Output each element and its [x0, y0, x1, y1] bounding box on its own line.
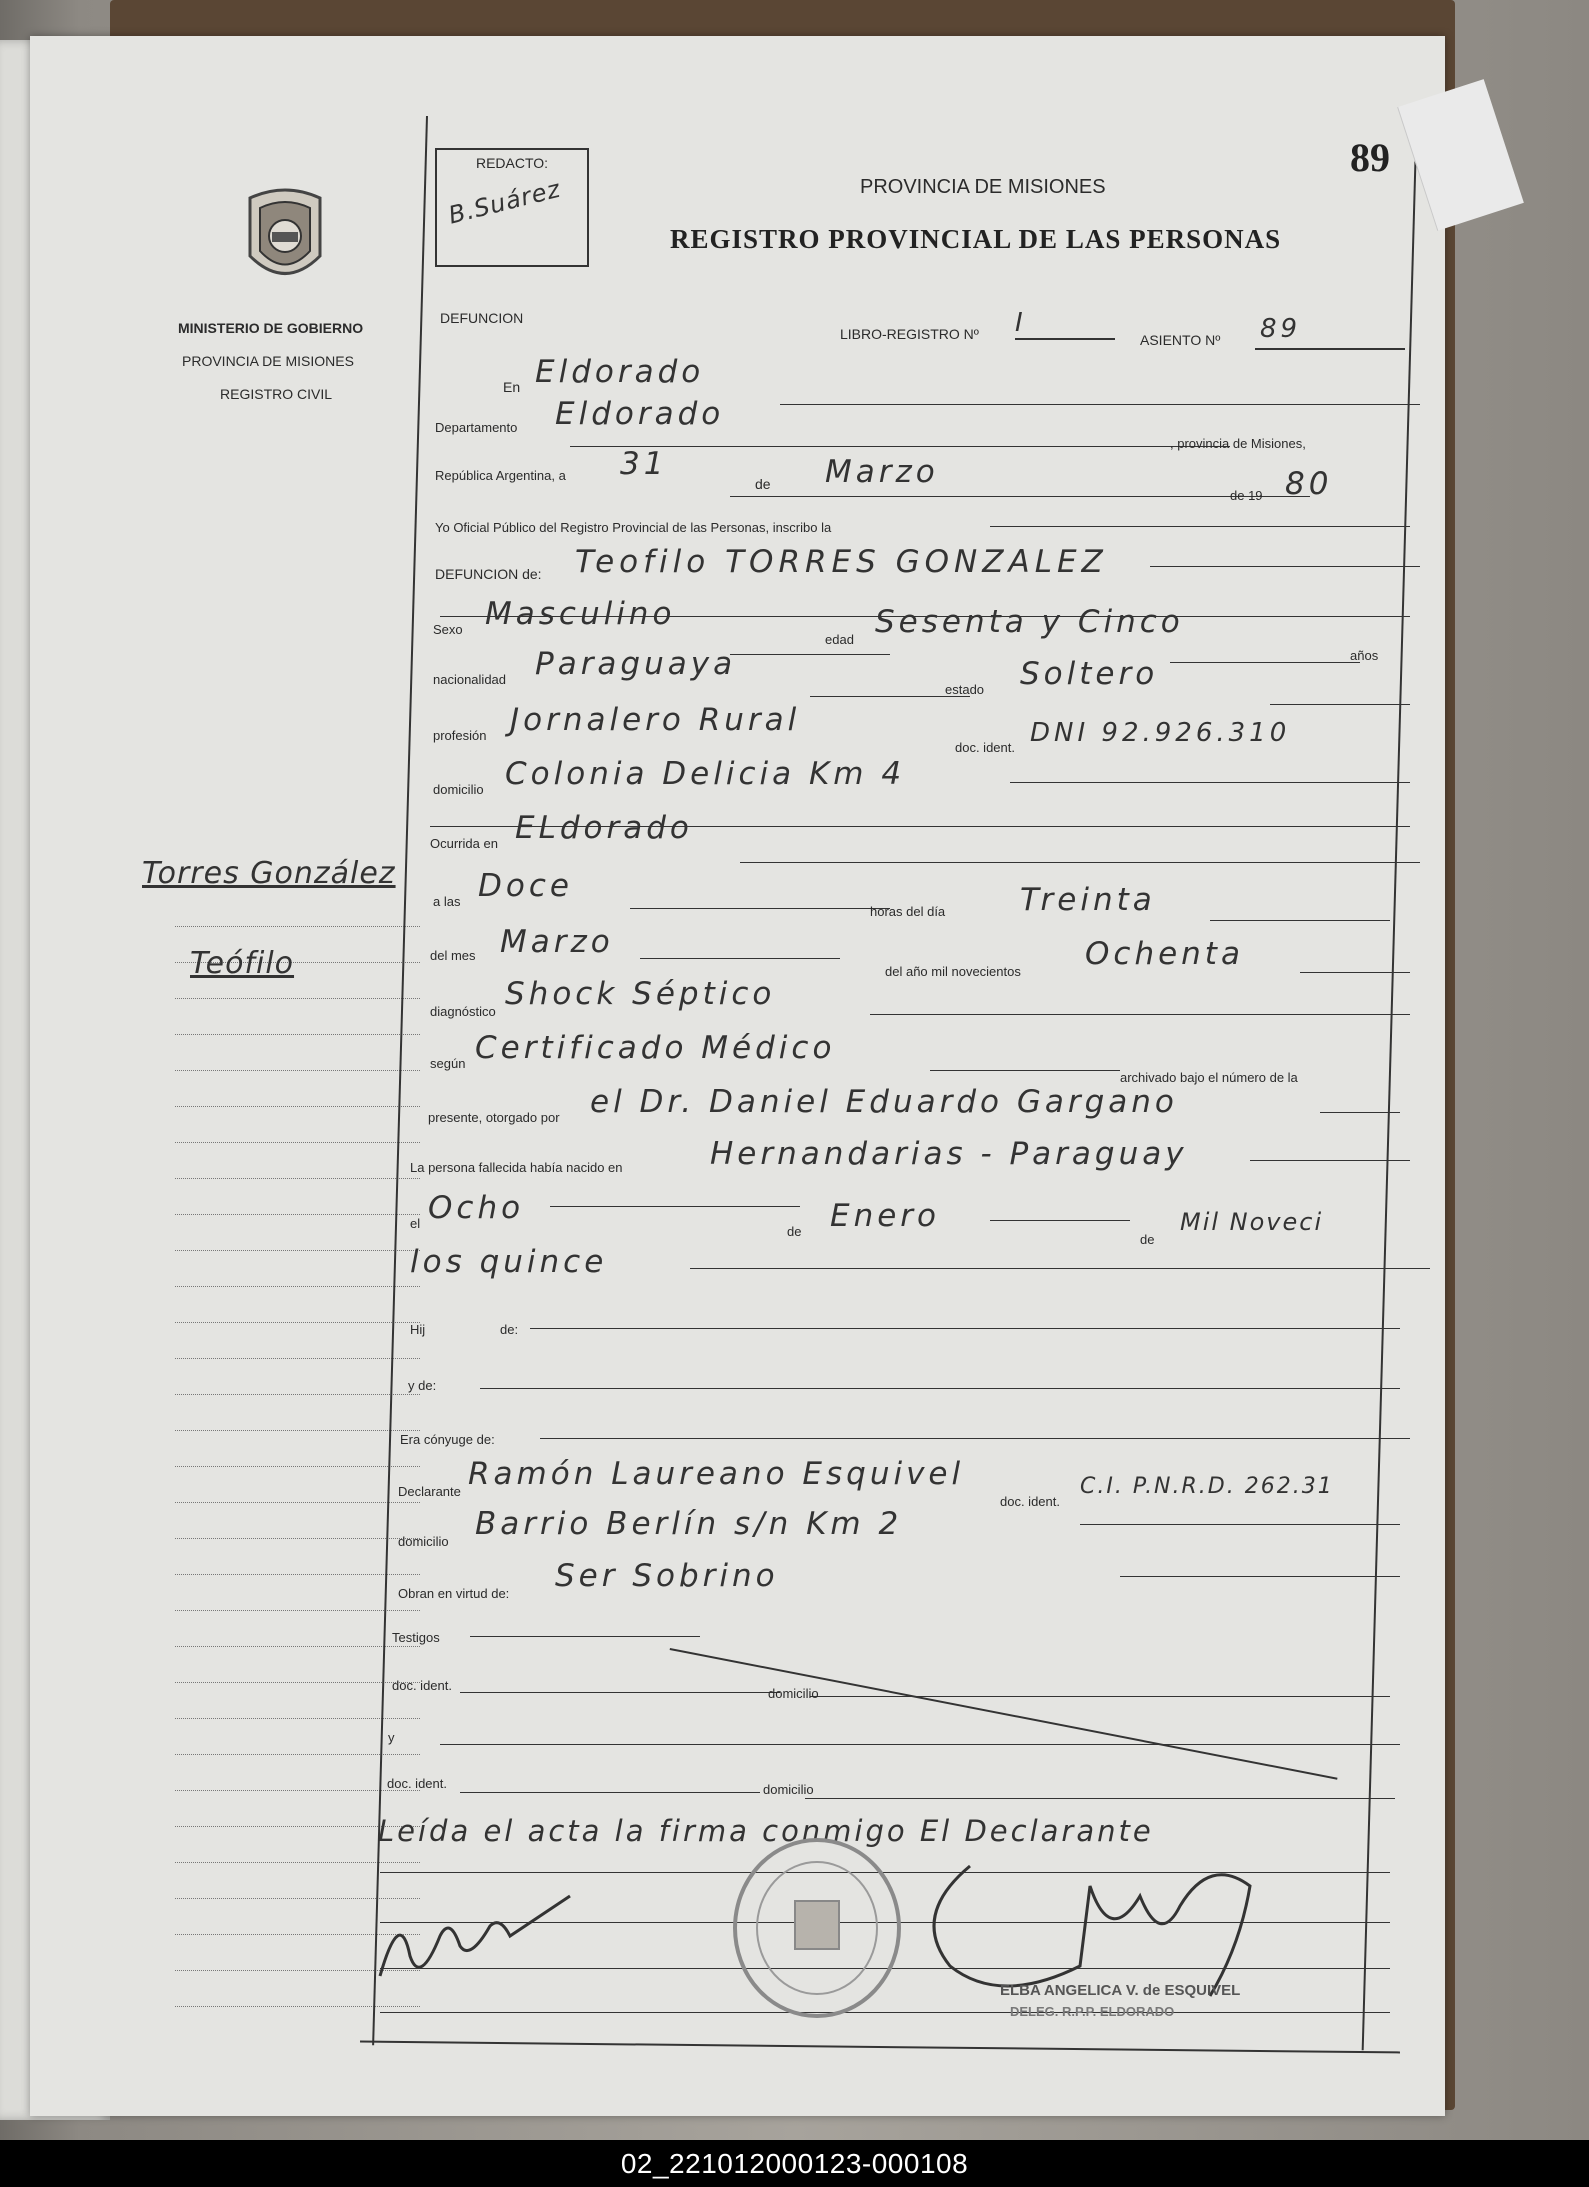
margin-rule [175, 1466, 420, 1467]
dia-value: 31 [620, 446, 668, 482]
form-field-line [1150, 566, 1420, 567]
hij-label: Hij [410, 1322, 426, 1337]
estado-label: estado [945, 682, 985, 697]
leida-text: Leída el acta la firma conmigo El Declarante [378, 1814, 1154, 1848]
domicilio-label: domicilio [433, 782, 484, 797]
en-label: En [503, 379, 521, 395]
horas-value: Treinta [1020, 882, 1156, 918]
stamp-line-1: ELBA ANGELICA V. de ESQUIVEL [1000, 1982, 1241, 1999]
diagnostico-value: Shock Séptico [505, 976, 776, 1012]
declarante-value: Ramón Laureano Esquivel [468, 1456, 965, 1492]
margin-rule [175, 998, 420, 999]
domicilio4-label: domicilio [763, 1782, 814, 1797]
archivado-text: archivado bajo el número de la [1120, 1070, 1298, 1085]
form-field-line [990, 526, 1410, 527]
conyuge-label: Era cónyuge de: [400, 1432, 495, 1447]
act-type: DEFUNCION [440, 310, 524, 326]
margin-rule [175, 1142, 420, 1143]
declarante-label: Declarante [398, 1484, 461, 1499]
de19-label: de 19 [1230, 488, 1263, 503]
departamento-label: Departamento [435, 420, 518, 435]
margin-rule [175, 1394, 420, 1395]
form-field-line [570, 446, 1230, 447]
registry-page [30, 36, 1445, 2116]
form-frame-right [1362, 141, 1417, 2050]
declarant-signature-icon [370, 1866, 590, 1996]
form-field-line [550, 1206, 800, 1207]
domicilio2-label: domicilio [398, 1534, 449, 1549]
margin-rule [175, 1538, 420, 1539]
form-field-line [730, 654, 890, 655]
form-field-line [640, 958, 840, 959]
hijde-label: de: [500, 1322, 519, 1337]
form-field-line [630, 908, 890, 909]
redacto-label: REDACTO: [475, 155, 549, 171]
presente-value: el Dr. Daniel Eduardo Gargano [590, 1084, 1178, 1120]
form-field-line [990, 1220, 1130, 1221]
margin-rule [175, 1106, 420, 1107]
form-field-line [480, 1388, 1400, 1389]
margin-rule [175, 1430, 420, 1431]
margin-rule [175, 1250, 420, 1251]
form-field-line [530, 1328, 1400, 1329]
form-field-line [1120, 1576, 1400, 1577]
de3-label: de [1140, 1232, 1155, 1247]
margin-rule [175, 1862, 420, 1863]
profesion-label: profesión [433, 728, 487, 743]
form-field-line [1170, 662, 1360, 663]
el-label: el [410, 1216, 421, 1231]
margin-rule [175, 1070, 420, 1071]
coat-of-arms-icon [240, 186, 330, 296]
margin-rule [175, 1574, 420, 1575]
margin-note-name: Teófilo [190, 946, 295, 981]
anio-mil-label: del año mil novecientos [885, 964, 1021, 979]
de-label: de [755, 476, 771, 492]
declarante-doc-label: doc. ident. [1000, 1494, 1060, 1509]
anio-mil-value: Ochenta [1085, 936, 1244, 972]
declarante-doc-value: C.I. P.N.R.D. 262.31 [1080, 1474, 1334, 1499]
delmes-value: Marzo [500, 924, 614, 960]
form-field-line [440, 1744, 1400, 1745]
alas-label: a las [433, 894, 461, 909]
testigos-label: Testigos [392, 1630, 440, 1645]
oficial-text: Yo Oficial Público del Registro Provincial de las Personas, inscribo la [435, 520, 832, 535]
redacto-value: B.Suárez [445, 174, 564, 230]
form-bottom-border [360, 2041, 1400, 2054]
departamento-value: Eldorado [555, 396, 725, 432]
form-field-line [740, 862, 1420, 863]
el-value: Ocho [428, 1190, 525, 1226]
form-field-line [1320, 1112, 1400, 1113]
form-field-line [460, 1792, 760, 1793]
form-field-line [1300, 972, 1410, 973]
nacionalidad-label: nacionalidad [433, 672, 507, 687]
margin-rule [175, 1034, 420, 1035]
form-field-line [810, 1696, 1390, 1697]
y-label: y [388, 1730, 395, 1745]
margin-rule [175, 1214, 420, 1215]
en-value: Eldorado [535, 354, 705, 390]
margin-rule [175, 926, 420, 927]
asiento-label: ASIENTO Nº [1140, 332, 1221, 348]
margin-rule [175, 1178, 420, 1179]
presente-label: presente, otorgado por [428, 1110, 560, 1125]
nacionalidad-value: Paraguaya [535, 646, 737, 682]
registry-title: REGISTRO PROVINCIAL DE LAS PERSONAS [670, 224, 1282, 254]
margin-rule [175, 1502, 420, 1503]
anio2-value: Mil Noveci [1180, 1208, 1324, 1236]
margin-rule [175, 1718, 420, 1719]
form-field-line [930, 1070, 1120, 1071]
sexo-value: Masculino [485, 596, 676, 632]
ministry-line-2: PROVINCIA DE MISIONES [182, 353, 354, 369]
anio-value: 80 [1285, 466, 1333, 502]
alas-value: Doce [478, 868, 573, 904]
docident3-label: doc. ident. [387, 1776, 447, 1791]
segun-label: según [430, 1056, 466, 1071]
ministry-line-1: MINISTERIO DE GOBIERNO [178, 320, 364, 336]
nacido-label: La persona fallecida había nacido en [410, 1160, 623, 1175]
page-number: 89 [1350, 135, 1390, 180]
form-field-line [1270, 704, 1410, 705]
segun-value: Certificado Médico [475, 1030, 836, 1066]
form-field-line [780, 404, 1420, 405]
ministry-line-3: REGISTRO CIVIL [220, 386, 333, 402]
docident-value: DNI 92.926.310 [1030, 718, 1291, 748]
margin-rule [175, 1358, 420, 1359]
estado-value: Soltero [1020, 656, 1159, 692]
provincia-suffix: , provincia de Misiones, [1170, 436, 1306, 451]
form-field-line [1010, 782, 1410, 783]
de2-label: de [787, 1224, 802, 1239]
ocurrida-label: Ocurrida en [430, 836, 498, 851]
anos-label: años [1350, 648, 1379, 663]
asiento-value: 89 [1260, 314, 1302, 344]
nacido-value: Hernandarias - Paraguay [710, 1136, 1188, 1172]
domicilio2-value: Barrio Berlín s/n Km 2 [475, 1506, 903, 1542]
margin-rule [175, 2006, 420, 2007]
libro-label: LIBRO-REGISTRO Nº [840, 326, 979, 342]
stamp-line-2: DELEG. R.P.P. ELDORADO [1010, 2004, 1175, 2019]
horas-label: horas del día [870, 904, 946, 919]
form-field-line [1080, 1524, 1400, 1525]
profesion-value: Jornalero Rural [510, 702, 801, 738]
form-field-line [1210, 920, 1390, 921]
edad-value: Sesenta y Cinco [875, 604, 1184, 640]
form-field-line [870, 1014, 1410, 1015]
sexo-label: Sexo [433, 622, 463, 637]
form-frame-left [372, 116, 428, 2045]
obran-value: Ser Sobrino [555, 1558, 779, 1594]
margin-rule [175, 1790, 420, 1791]
domicilio3-label: domicilio [768, 1686, 819, 1701]
diagnostico-label: diagnóstico [430, 1004, 496, 1019]
obran-label: Obran en virtud de: [398, 1586, 510, 1601]
form-field-line [690, 1268, 1430, 1269]
strike-line [670, 1648, 1338, 1780]
margin-rule [175, 1286, 420, 1287]
form-field-line [805, 1798, 1395, 1799]
form-field-line [540, 1438, 1410, 1439]
defuncion-label: DEFUNCION de: [435, 566, 542, 582]
delmes-label: del mes [430, 948, 476, 963]
docident2-label: doc. ident. [392, 1678, 452, 1693]
ocurrida-value: ELdorado [515, 810, 693, 846]
defuncion-value: Teofilo TORRES GONZALEZ [575, 544, 1108, 580]
republica-label: República Argentina, a [435, 468, 566, 483]
docident-label: doc. ident. [955, 740, 1015, 755]
redacto-box [435, 148, 589, 267]
libro-value: I [1015, 308, 1027, 338]
form-field-line [1250, 1160, 1410, 1161]
footer-id: 02_221012000123-000108 [0, 2140, 1589, 2187]
form-field-line [730, 496, 1310, 497]
domicilio-value: Colonia Delicia Km 4 [505, 756, 906, 792]
mes2-value: Enero [830, 1198, 941, 1234]
cont-value: los quince [410, 1244, 608, 1280]
yde-label: y de: [408, 1378, 437, 1393]
margin-rule [175, 1322, 420, 1323]
margin-rule [175, 1754, 420, 1755]
edad-label: edad [825, 632, 854, 647]
form-field-line [470, 1636, 700, 1637]
form-field-line [460, 1692, 780, 1693]
margin-note-surname: Torres González [142, 856, 396, 891]
mes-value: Marzo [825, 454, 939, 490]
province-title: PROVINCIA DE MISIONES [860, 176, 1106, 198]
official-seal-icon [730, 1836, 905, 2021]
